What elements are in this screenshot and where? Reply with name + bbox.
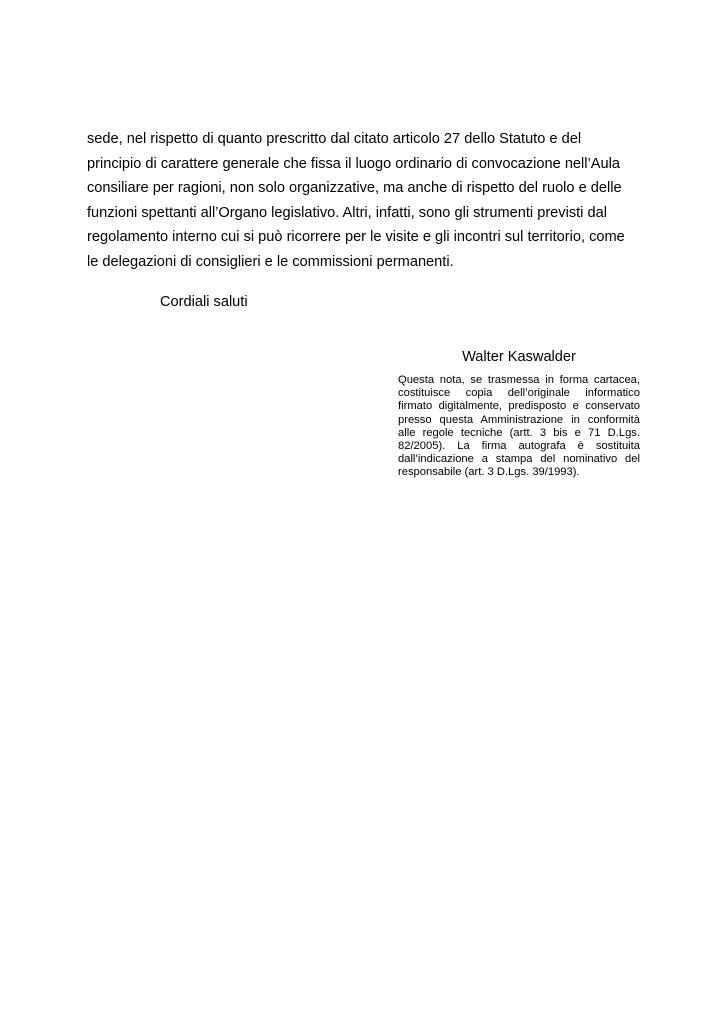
digital-signature-disclaimer: Questa nota, se trasmessa in forma cartacea, costituisce copia dell’originale informatico firmato digitalmente, predisposto e conservato presso questa Amministrazione in conformità alle regole tecniche (artt. 3 bis e 71 D.Lgs. 82/2005). La firma autografa è sostituita dall’indicazione a stampa del nominativo del responsabile (art. 3 D.Lgs. 39/1993). [398,374,640,479]
body-line: principio di carattere generale che fissa il luogo ordinario di convocazione nell’Aula [87,155,620,172]
letter-body [87,127,647,275]
body-line: regolamento interno cui si può ricorrere per le visite e gli incontri sul territorio, come [87,229,625,246]
body-line: le delegazioni di consiglieri e le commissioni permanenti. [87,253,454,270]
closing-salutation: Cordiali saluti [160,294,248,310]
signatory-name: Walter Kaswalder [462,349,576,365]
body-line: consiliare per ragioni, non solo organizzative, ma anche di rispetto del ruolo e delle [87,180,622,197]
body-line: sede, nel rispetto di quanto prescritto dal citato articolo 27 dello Statuto e del [87,131,582,147]
body-line: funzioni spettanti all’Organo legislativo. Altri, infatti, sono gli strumenti previsti dal [87,204,607,221]
